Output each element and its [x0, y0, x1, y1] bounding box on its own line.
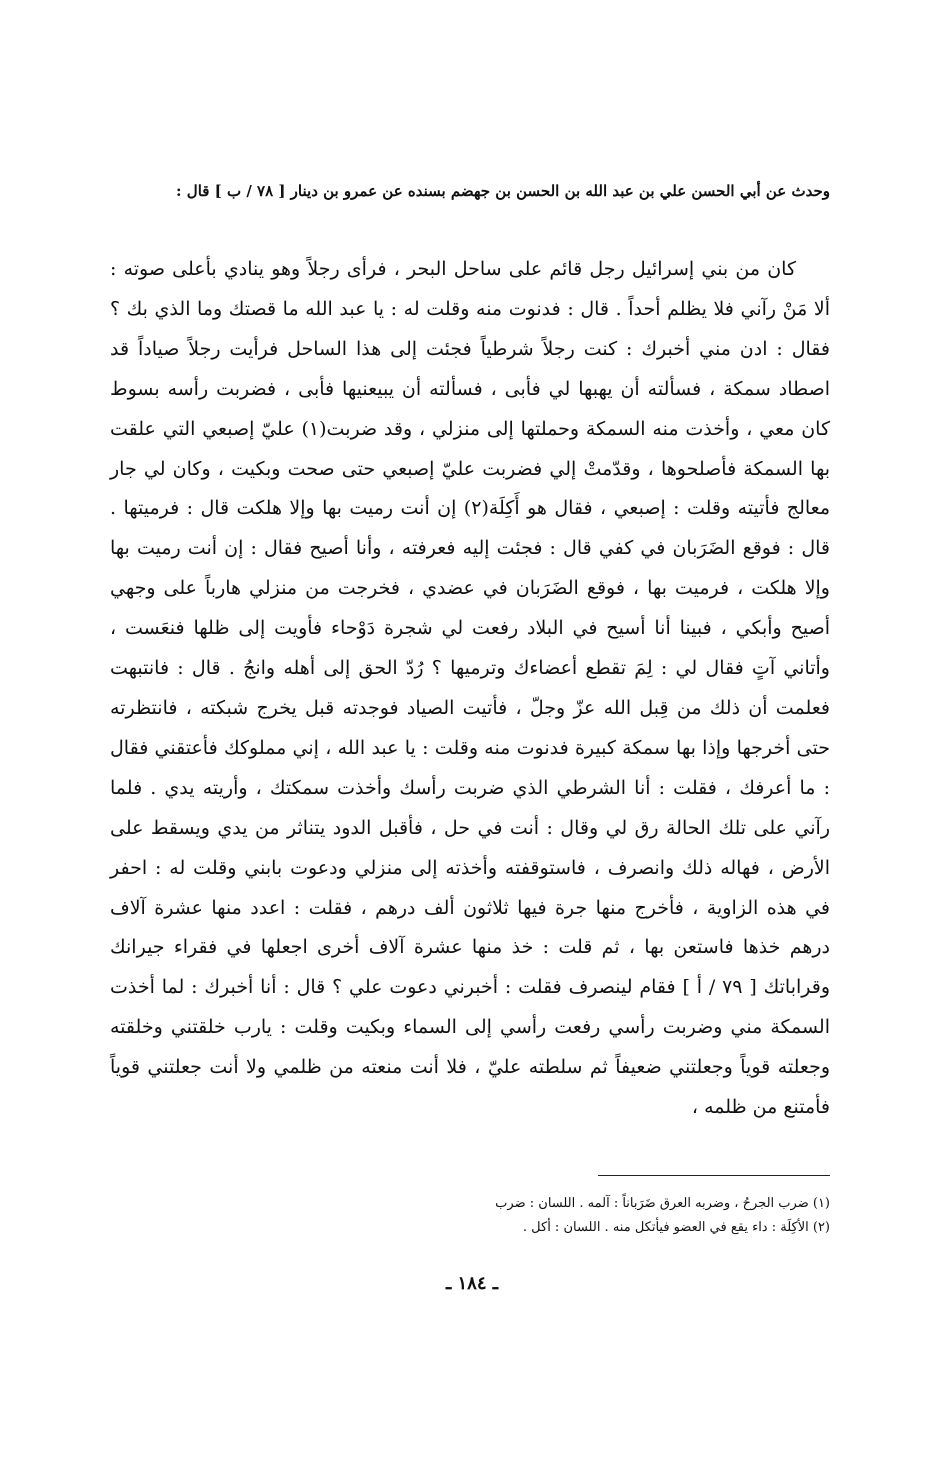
- chapter-header: وحدث عن أبي الحسن علي بن عبد الله بن الحسن بن جهضم بسنده عن عمرو بن دينار [ ٧٨ / ب ] قال :: [176, 182, 830, 200]
- footnote-1: (١) ضرب الجرحُ ، وضربه العرق ضَرَباناً : آلمه . اللسان : ضرب: [495, 1196, 830, 1211]
- page-number: ـ ١٨٤ ـ: [445, 1273, 499, 1294]
- main-text: [110, 250, 830, 1128]
- footnotes: [380, 1192, 830, 1240]
- footnote-2: (٢) الأكِلَة : داء يقع في العضو فيأتكل منه . اللسان : أكل .: [522, 1220, 830, 1235]
- body-paragraph: كان من بني إسرائيل رجل قائم على ساحل البحر ، فرأى رجلاً وهو ينادي بأعلى صوته : ألا مَنْ رآني فلا يظلم أحداً . قال : فدنوت منه وقلت له : يا عبد الله ما قصتك وما الذي بك ؟ فقال : ادن مني أخبرك : كنت رجلاً شرطياً فجئت إلى هذا الساحل فرأيت رجلاً صياداً قد اصطاد سمكة ، فسألته أن يهبها لي فأبى ، فسألته أن يبيعنيها فأبى ، فضربت رأسه بسوط كان معي ، وأخذت منه السمكة وحملتها إلى منزلي ، وقد ضربت(١) عليّ إصبعي التي علقت بها السمكة فأصلحوها ، وقدّمتْ إلي فضربت عليّ إصبعي حتى صحت وبكيت ، وكان لي جار معالج فأتيته وقلت : إصبعي ، فقال هو أَكِلَة(٢) إن أنت رميت بها وإلا هلكت قال : فرميتها . قال : فوقع الضَرَبان في كفي قال : فجئت إليه فعرفته ، وأنا أصيح فقال : إن أنت رميت بها وإلا هلكت ، فرميت بها ، فوقع الضَرَبان في عضدي ، فخرجت من منزلي هارباً على وجهي أصيح وأبكي ، فبينا أنا أسيح في البلاد رفعت لي شجرة دَوْحاء فأويت إلى ظلها فنعَست ، وأتاني آتٍ فقال لي : لِمَ تقطع أعضاءك وترميها ؟ رُدّ الحق إلى أهله وانجُ . قال : فانتبهت فعلمت أن ذلك من قِبل الله عزّ وجلّ ، فأتيت الصياد فوجدته قبل يخرج شبكته ، فانتظرته حتى أخرجها وإذا بها سمكة كبيرة فدنوت منه وقلت : يا عبد الله ، إني مملوكك فأعتقني فقال : ما أعرفك ، فقلت : أنا الشرطي الذي ضربت رأسك وأخذت سمكتك ، وأريته يدي . فلما رآني على تلك الحالة رق لي وقال : أنت في حل ، فأقبل الدود يتناثر من يدي ويسقط على الأرض ، فهاله ذلك وانصرف ، فاستوقفته وأخذته إلى منزلي ودعوت بابني وقلت له : احفر في هذه الزاوية ، فأخرج منها جرة فيها ثلاثون ألف درهم ، فقلت : اعدد منها عشرة آلاف درهم خذها فاستعن بها ، ثم قلت : خذ منها عشرة آلاف أخرى اجعلها في فقراء جيرانك وقراباتك [ ٧٩ / أ ] فقام لينصرف فقلت : أخبرني دعوت علي ؟ قال : أنا أخبرك : لما أخذت السمكة مني وضربت رأسي رفعت رأسي إلى السماء وبكيت وقلت : يارب خلقتني وخلقته وجعلته قوياً وجعلتني ضعيفاً ثم سلطته عليّ ، فلا أنت منعته من ظلمي ولا أنت جعلتني قوياً فأمتنع من ظلمه ،: [110, 258, 830, 1119]
- footnote-divider: [598, 1175, 830, 1176]
